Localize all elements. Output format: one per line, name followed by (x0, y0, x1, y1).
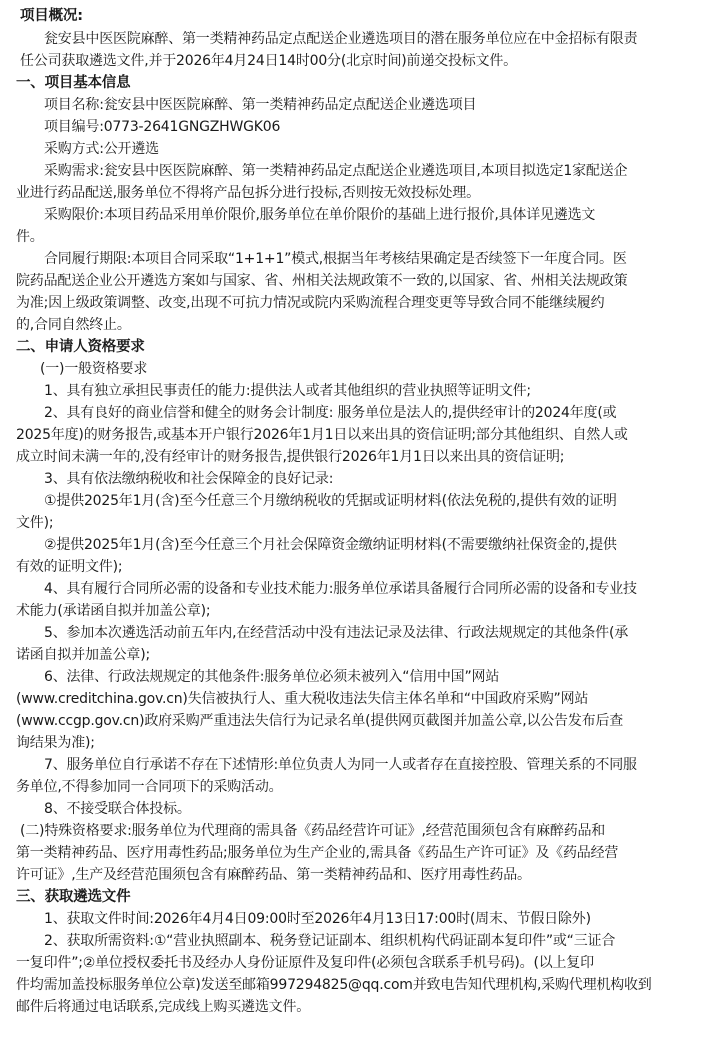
text-line: 邮件后将通过电话联系,完成线上购买遴选文件。 (16, 999, 311, 1015)
text-line: 件。 (16, 229, 44, 245)
text-line: 术能力(承诺函自拟并加盖公章); (16, 603, 211, 619)
text-line: 业进行药品配送,服务单位不得将产品包拆分进行投标,否则按无效投标处理。 (16, 185, 480, 201)
text-line: 8、不接受联合体投标。 (44, 801, 191, 817)
text-line: 2、具有良好的商业信誉和健全的财务会计制度: 服务单位是法人的,提供经审计的2024年度(或 (44, 405, 617, 421)
text-line: 2、获取所需资料:①“营业执照副本、税务登记证副本、组织机构代码证副本复印件”或“三证合 (44, 933, 616, 949)
text-line: 7、服务单位自行承诺不存在下述情形:单位负责人为同一人或者存在直接控股、管理关系的不同服 (44, 757, 637, 773)
text-line: 文件); (16, 515, 54, 531)
text-line: 1、获取文件时间:2026年4月4日09:00时至2026年4月13日17:00时(周末、节假日除外) (44, 911, 591, 927)
text-line: ①提供2025年1月(含)至今任意三个月缴纳税收的凭据或证明材料(依法免税的,提供有效的证明 (44, 493, 617, 509)
section-heading: 项目概况: (20, 8, 83, 24)
text-line: (www.creditchina.gov.cn)失信被执行人、重大税收违法失信主体名单和“中国政府采购”网站 (16, 691, 589, 707)
text-line: 为准;因上级政策调整、改变,出现不可抗力情况或院内采购流程合理变更等导致合同不能继续履约 (16, 295, 605, 311)
text-line: 许可证》,生产及经营范围须包含有麻醉药品、第一类精神药品和、医疗用毒性药品。 (16, 867, 531, 883)
section-heading: 一、项目基本信息 (16, 75, 131, 91)
text-line: 项目名称:瓮安县中医医院麻醉、第一类精神药品定点配送企业遴选项目 (44, 97, 477, 113)
text-line: 4、具有履行合同所必需的设备和专业技术能力:服务单位承诺具备履行合同所必需的设备和专业技 (44, 581, 637, 597)
text-line: 第一类精神药品、医疗用毒性药品;服务单位为生产企业的,需具备《药品生产许可证》及《药品经营 (16, 845, 619, 861)
text-line: (一)一般资格要求 (40, 361, 148, 377)
text-line: ②提供2025年1月(含)至今任意三个月社会保障资金缴纳证明材料(不需要缴纳社保资金的,提供 (44, 537, 617, 553)
text-line: 采购限价:本项目药品采用单价限价,服务单位在单价限价的基础上进行报价,具体详见遴选文 (44, 207, 596, 223)
section-heading: 二、申请人资格要求 (16, 339, 145, 355)
text-line: 询结果为准); (16, 735, 95, 751)
text-line: 5、参加本次遴选活动前五年内,在经营活动中没有违法记录及法律、行政法规规定的其他条件(承 (44, 625, 629, 641)
text-line: 项目编号:0773-2641GNGZHWGK06 (44, 119, 281, 135)
text-line: 一复印件”;②单位授权委托书及经办人身份证原件及复印件(必须包含联系手机号码)。(以上复印 (16, 955, 594, 971)
text-line: 瓮安县中医医院麻醉、第一类精神药品定点配送企业遴选项目的潜在服务单位应在中金招标有限责 (44, 31, 638, 47)
text-line: 诺函自拟并加盖公章); (16, 647, 150, 663)
text-line: 2025年度)的财务报告,或基本开户银行2026年1月1日以来出具的资信证明;部分其他组织、自然人或 (16, 427, 628, 443)
text-line: 件均需加盖投标服务单位公章)发送至邮箱997294825@qq.com并致电告知代理机构,采购代理机构收到 (16, 977, 652, 993)
text-line: 成立时间未满一年的,没有经审计的财务报告,提供银行2026年1月1日以来出具的资信证明; (16, 449, 565, 465)
text-line: 采购方式:公开遴选 (44, 141, 159, 157)
text-line: 6、法律、行政法规规定的其他条件:服务单位必须未被列入“信用中国”网站 (44, 669, 500, 685)
text-line: 合同履行期限:本项目合同采取“1+1+1”模式,根据当年考核结果确定是否续签下一年度合同。医 (44, 251, 627, 267)
text-line: 3、具有依法缴纳税收和社会保障金的良好记录: (44, 471, 334, 487)
text-line: 1、具有独立承担民事责任的能力:提供法人或者其他组织的营业执照等证明文件; (44, 383, 531, 399)
section-heading: 三、获取遴选文件 (16, 889, 131, 905)
text-line: 务单位,不得参加同一合同项下的采购活动。 (16, 779, 283, 795)
text-line: (www.ccgp.gov.cn)政府采购严重违法失信行为记录名单(提供网页截图并加盖公章,以公告发布后查 (16, 713, 624, 729)
text-line: 院药品配送企业公开遴选方案如与国家、省、州相关法规政策不一致的,以国家、省、州相关法规政策 (16, 273, 628, 289)
text-line: 任公司获取遴选文件,并于2026年4月24日14时00分(北京时间)前递交投标文件。 (20, 53, 517, 69)
text-line: 有效的证明文件); (16, 559, 123, 575)
text-line: 的,合同自然终止。 (16, 317, 131, 333)
text-line: (二)特殊资格要求:服务单位为代理商的需具备《药品经营许可证》,经营范围须包含有麻醉药品和 (20, 823, 606, 839)
text-line: 采购需求:瓮安县中医医院麻醉、第一类精神药品定点配送企业遴选项目,本项目拟选定1家配送企 (44, 163, 628, 179)
